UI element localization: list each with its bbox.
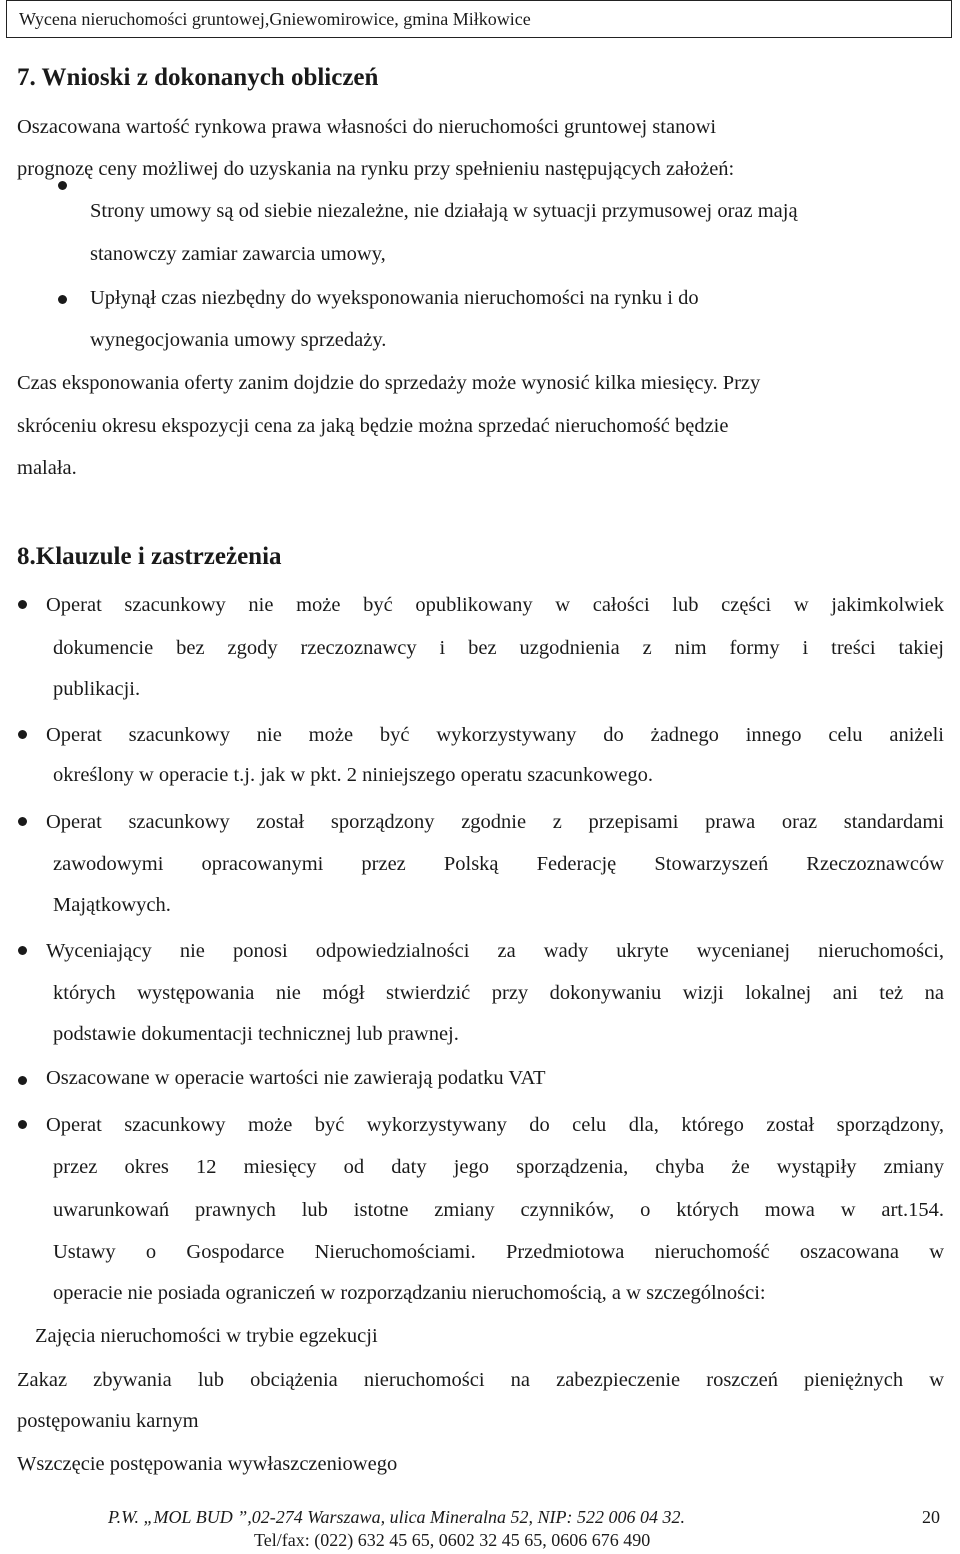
clause-line: Operat szacunkowy może być wykorzystywany do celu dla, którego został sporządzony,: [46, 1114, 944, 1136]
restriction-item: postępowaniu karnym: [17, 1410, 199, 1432]
restriction-item: Zajęcia nieruchomości w trybie egzekucji: [35, 1325, 378, 1347]
restriction-item: Wszczęcie postępowania wywłaszczeniowego: [17, 1453, 398, 1475]
clause-line: Operat szacunkowy został sporządzony zgodnie z przepisami prawa oraz standardami: [46, 811, 944, 833]
clause-line: przez okres 12 miesięcy od daty jego sporządzenia, chyba że wystąpiły zmiany: [53, 1156, 944, 1178]
section-8-heading: 8.Klauzule i zastrzeżenia: [17, 543, 282, 570]
section-7-intro-line: Oszacowana wartość rynkowa prawa własności do nieruchomości gruntowej stanowi: [17, 116, 717, 138]
restriction-item: Zakaz zbywania lub obciążenia nieruchomości na zabezpieczenie roszczeń pieniężnych w: [17, 1369, 944, 1391]
bullet-icon: [18, 1120, 27, 1129]
section-7-outro-line: Czas eksponowania oferty zanim dojdzie do sprzedaży może wynosić kilka miesięcy. Przy: [17, 372, 761, 394]
header-title: Wycena nieruchomości gruntowej,Gniewomirowice, gmina Miłkowice: [19, 9, 531, 29]
clause-line: zawodowymi opracowanymi przez Polską Federację Stowarzyszeń Rzeczoznawców: [53, 853, 944, 875]
clause-line: Majątkowych.: [53, 894, 171, 916]
clause-line: podstawie dokumentacji technicznej lub prawnej.: [53, 1023, 459, 1045]
footer-company-line: P.W. „MOL BUD ”,02-274 Warszawa, ulica Mineralna 52, NIP: 522 006 04 32.: [108, 1507, 686, 1527]
clause-line: operacie nie posiada ograniczeń w rozporządzaniu nieruchomością, a w szczególności:: [53, 1282, 766, 1304]
bullet-icon: [18, 600, 27, 609]
bullet-icon: [58, 295, 67, 304]
bullet-icon: [18, 817, 27, 826]
section-7-bullet-line: Upłynął czas niezbędny do wyeksponowania nieruchomości na rynku i do: [90, 287, 699, 309]
section-7-intro-line: prognozę ceny możliwej do uzyskania na rynku przy spełnieniu następujących założeń:: [17, 158, 735, 180]
clause-line: Operat szacunkowy nie może być wykorzystywany do żadnego innego celu aniżeli: [46, 724, 944, 746]
footer-contact-line: Tel/fax: (022) 632 45 65, 0602 32 45 65, 0606 676 490: [254, 1530, 651, 1550]
section-7-bullet-line: wynegocjowania umowy sprzedaży.: [90, 329, 387, 351]
clause-line: określony w operacie t.j. jak w pkt. 2 niniejszego operatu szacunkowego.: [53, 764, 654, 786]
clause-line: których występowania nie mógł stwierdzić przy dokonywaniu wizji lokalnej ani też na: [53, 982, 944, 1004]
document-header: [6, 0, 952, 38]
clause-line: Operat szacunkowy nie może być opublikowany w całości lub części w jakimkolwiek: [46, 594, 944, 616]
clause-line: uwarunkowań prawnych lub istotne zmiany czynników, o których mowa w art.154.: [53, 1199, 944, 1221]
clause-line: Oszacowane w operacie wartości nie zawierają podatku VAT: [46, 1067, 546, 1089]
bullet-icon: [58, 181, 67, 190]
section-7-outro-line: skróceniu okresu ekspozycji cena za jaką będzie można sprzedać nieruchomość będzie: [17, 415, 729, 437]
clause-line: Wyceniający nie ponosi odpowiedzialności za wady ukryte wycenianej nieruchomości,: [46, 940, 944, 962]
section-7-bullet-line: stanowczy zamiar zawarcia umowy,: [90, 243, 386, 265]
section-7-outro-line: malała.: [17, 457, 77, 479]
bullet-icon: [18, 730, 27, 739]
page-number: 20: [922, 1507, 940, 1527]
section-7-heading: 7. Wnioski z dokonanych obliczeń: [17, 64, 379, 91]
section-7-bullet-line: Strony umowy są od siebie niezależne, nie działają w sytuacji przymusowej oraz mają: [90, 200, 798, 222]
bullet-icon: [18, 946, 27, 955]
clause-line: publikacji.: [53, 678, 141, 700]
bullet-icon: [18, 1076, 27, 1085]
clause-line: Ustawy o Gospodarce Nieruchomościami. Przedmiotowa nieruchomość oszacowana w: [53, 1241, 944, 1263]
clause-line: dokumencie bez zgody rzeczoznawcy i bez uzgodnienia z nim formy i treści takiej: [53, 637, 944, 659]
